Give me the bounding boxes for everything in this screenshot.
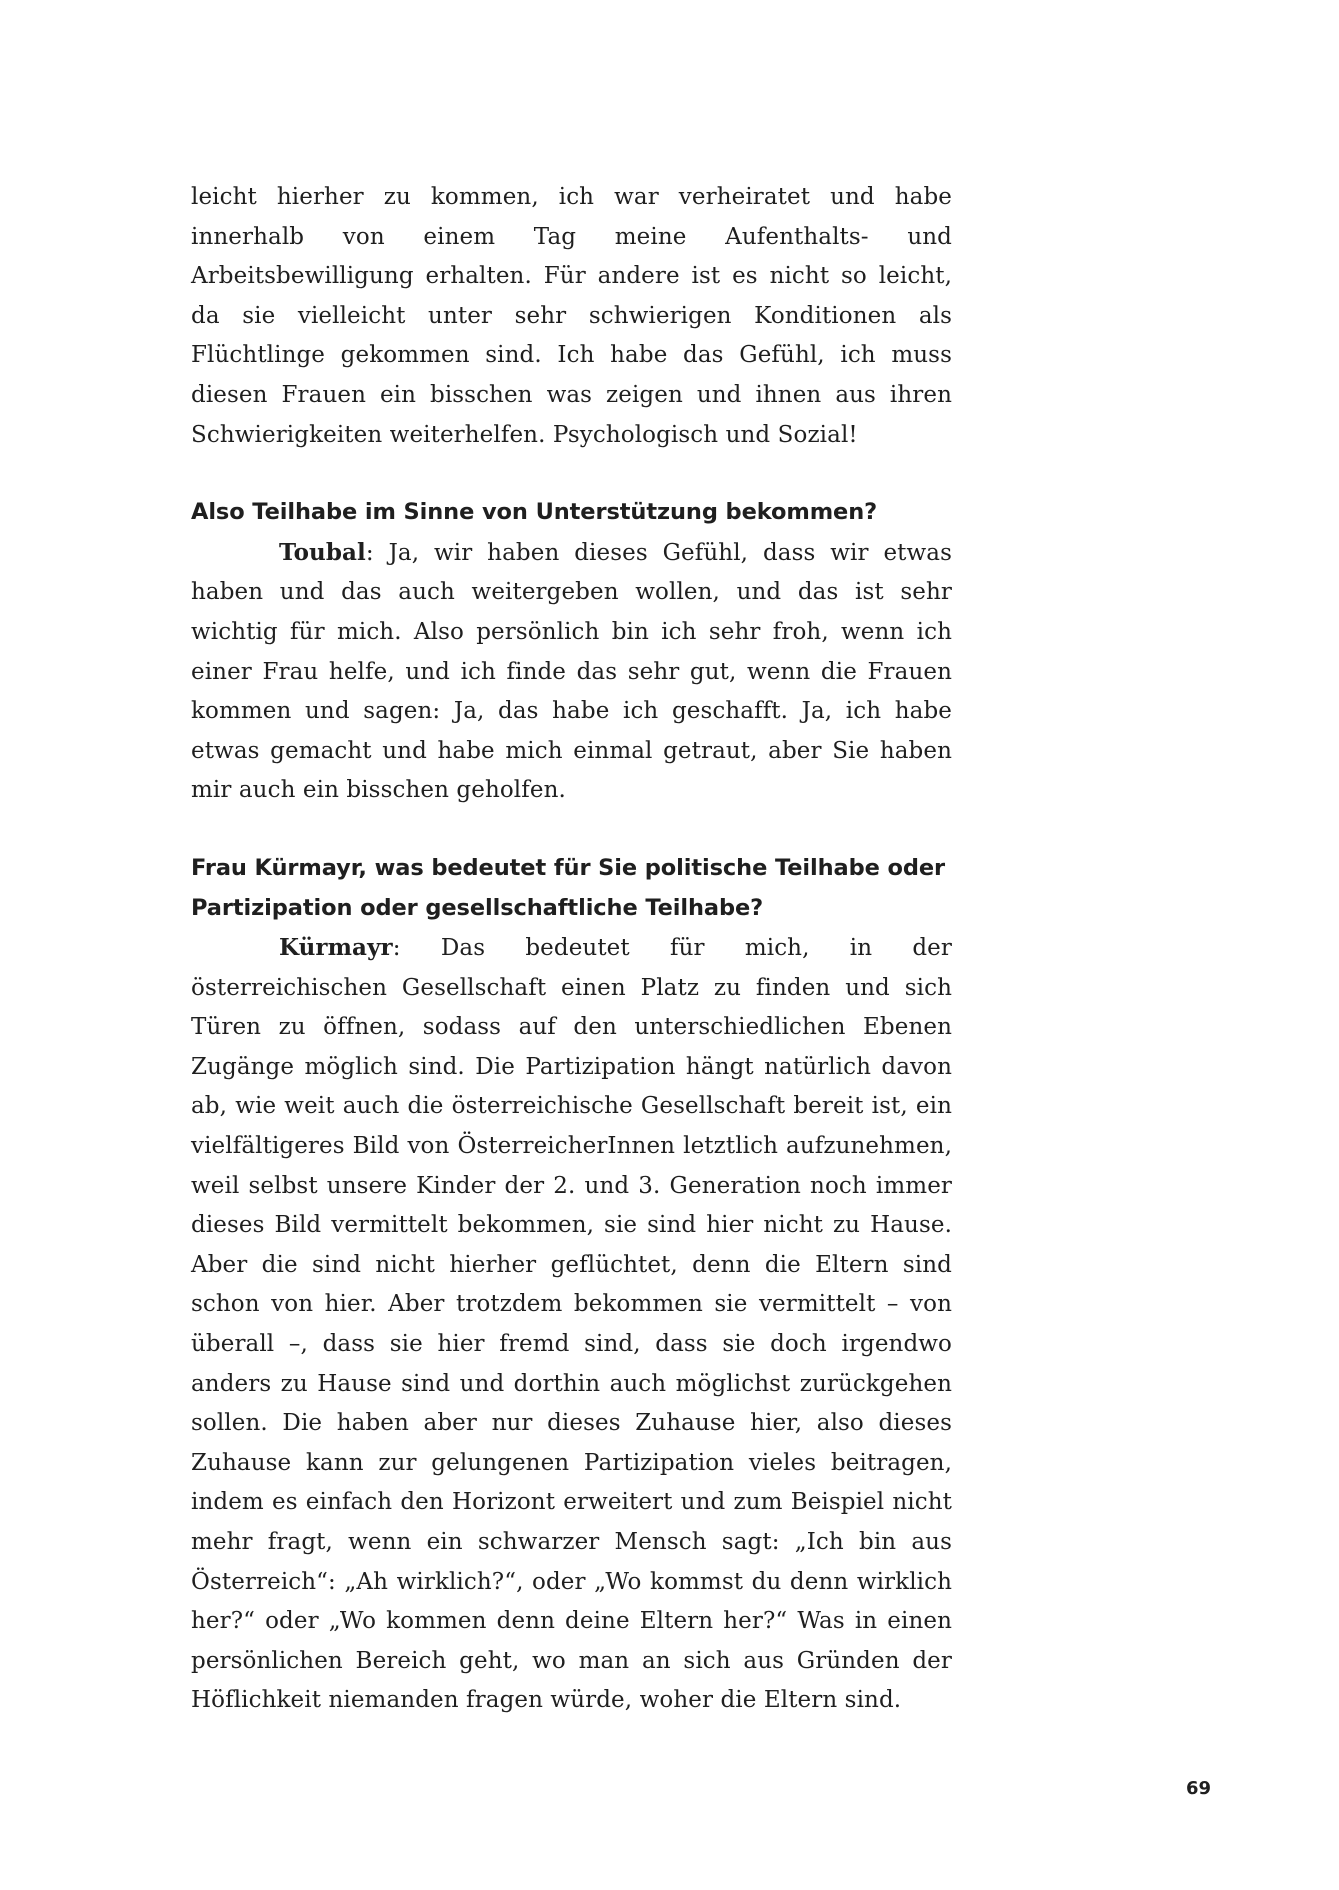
section-spacer <box>191 811 952 849</box>
answer-paragraph-kuermayr <box>191 928 952 1721</box>
text-column <box>191 178 952 1721</box>
page-number: 69 <box>1186 1778 1212 1799</box>
section-spacer <box>191 455 952 493</box>
speaker-name-kuermayr: Kürmayr <box>279 934 393 962</box>
intro-paragraph: leicht hierher zu kommen, ich war verheiratet und habe innerhalb von einem Tag meine Aufenthalts- und Arbeitsbewilligung erhalten. Für andere ist es nicht so leicht, da sie vielleicht unter sehr schwierigen Konditionen als Flüchtlinge gekommen sind. Ich habe das Gefühl, ich muss diesen Frauen ein bisschen was zeigen und ihnen aus ihren Schwierigkeiten weiterhelfen. Psychologisch und Sozial! <box>191 184 952 448</box>
question-heading-1: Also Teilhabe im Sinne von Unterstützung bekommen? <box>191 499 878 526</box>
answer-paragraph-toubal <box>191 533 952 811</box>
answer-text-kuermayr: : Das bedeutet für mich, in der österreichischen Gesellschaft einen Platz zu finden und sich Türen zu öffnen, sodass auf den unterschiedlichen Ebenen Zugänge möglich sind. Die Partizipation hängt natürlich davon ab, wie weit auch die österreichische Gesellschaft bereit ist, ein vielfältigeres Bild von ÖsterreicherInnen letztlich aufzunehmen, weil selbst unsere Kinder der 2. und 3. Generation noch immer dieses Bild vermittelt bekommen, sie sind hier nicht zu Hause. Aber die sind nicht hierher geflüchtet, denn die Eltern sind schon von hier. Aber trotzdem bekommen sie vermittelt – von überall –, dass sie hier fremd sind, dass sie doch irgendwo anders zu Hause sind und dorthin auch möglichst zurückgehen sollen. Die haben aber nur dieses Zuhause hier, also dieses Zuhause kann zur gelungenen Partizipation vieles beitragen, indem es einfach den Horizont erweitert und zum Beispiel nicht mehr fragt, wenn ein schwarzer Mensch sagt: „Ich bin aus Österreich“: „Ah wirklich?“, oder „Wo kommst du denn wirklich her?“ oder „Wo kommen denn deine Eltern her?“ Was in einen persönlichen Bereich geht, wo man an sich aus Gründen der Höflichkeit niemanden fragen würde, woher die Eltern sind. <box>191 935 952 1714</box>
answer-text-toubal: : Ja, wir haben dieses Gefühl, dass wir etwas haben und das auch weitergeben wollen, und das ist sehr wichtig für mich. Also persönlich bin ich sehr froh, wenn ich einer Frau helfe, und ich finde das sehr gut, wenn die Frauen kommen und sagen: Ja, das habe ich geschafft. Ja, ich habe etwas gemacht und habe mich einmal getraut, aber Sie haben mir auch ein bisschen geholfen. <box>191 539 952 804</box>
speaker-name-toubal: Toubal <box>279 538 366 566</box>
question-heading-2: Frau Kürmayr, was bedeutet für Sie politische Teilhabe oder Partizipation oder gesellschaftliche Teilhabe? <box>191 854 946 921</box>
